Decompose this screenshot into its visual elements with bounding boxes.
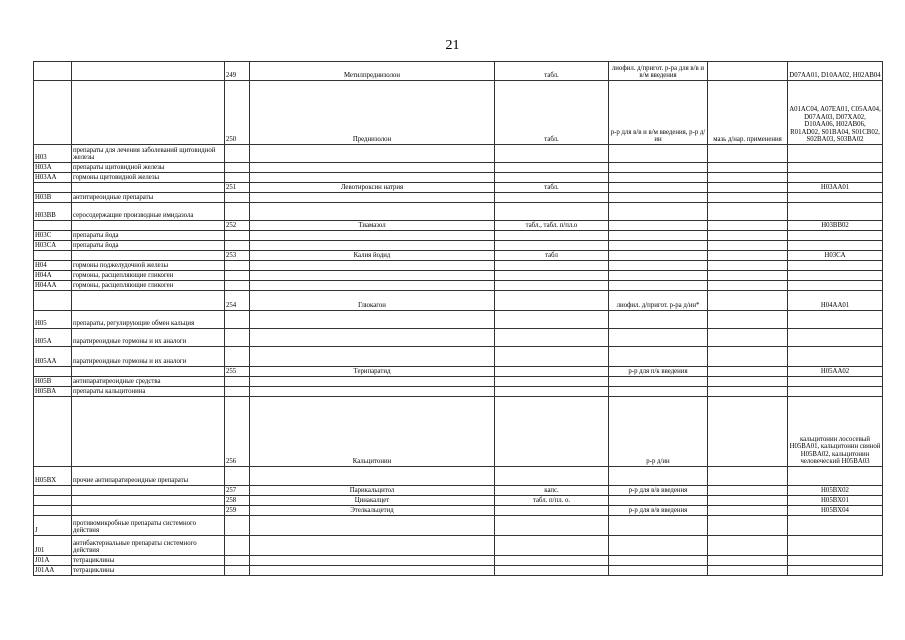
cell-form-tablet <box>495 173 609 183</box>
cell-group-name: препараты щитовидной железы <box>72 163 225 173</box>
cell-group-name <box>72 506 225 516</box>
table-row <box>34 329 883 347</box>
cell-atc-codes: H05BX01 <box>788 496 883 506</box>
cell-atc-code <box>34 291 72 311</box>
cell-row-number: 250 <box>225 81 250 145</box>
cell-atc-codes <box>788 241 883 251</box>
cell-atc-codes <box>788 556 883 566</box>
cell-drug-name <box>250 377 495 387</box>
cell-form-injection <box>609 467 708 486</box>
cell-form-injection <box>609 173 708 183</box>
cell-form-injection <box>609 183 708 193</box>
table-row <box>34 467 883 486</box>
cell-form-tablet <box>495 377 609 387</box>
table-row <box>34 291 883 311</box>
cell-form-injection <box>609 145 708 163</box>
cell-row-number <box>225 281 250 291</box>
cell-form-tablet <box>495 329 609 347</box>
cell-form-injection <box>609 377 708 387</box>
table-row <box>34 486 883 496</box>
table-row <box>34 496 883 506</box>
cell-form-injection <box>609 516 708 536</box>
cell-form-other <box>708 486 788 496</box>
table-row <box>34 183 883 193</box>
table-row <box>34 556 883 566</box>
cell-form-tablet <box>495 145 609 163</box>
cell-form-tablet <box>495 397 609 467</box>
cell-drug-name <box>250 556 495 566</box>
cell-drug-name <box>250 536 495 556</box>
cell-form-other <box>708 397 788 467</box>
cell-atc-codes <box>788 145 883 163</box>
cell-atc-codes: A01AC04, A07EA01, C05AA04, D07AA03, D07XA02, D10AA06, H02AB06, R01AD02, S01BA04, S01CB02, S02BA03, S03BA02 <box>788 81 883 145</box>
cell-drug-name: Левотироксин натрия <box>250 183 495 193</box>
cell-drug-name <box>250 329 495 347</box>
cell-atc-code <box>34 81 72 145</box>
cell-group-name: препараты для лечения заболеваний щитовидной железы <box>72 145 225 163</box>
cell-group-name <box>72 367 225 377</box>
cell-atc-codes <box>788 203 883 221</box>
cell-form-injection: лиофил. д/пригот. р-ра для в/в и в/м введения <box>609 62 708 81</box>
cell-row-number <box>225 173 250 183</box>
cell-group-name: паратиреоидные гормоны и их аналоги <box>72 347 225 367</box>
cell-group-name: препараты йода <box>72 241 225 251</box>
cell-row-number <box>225 241 250 251</box>
cell-form-other <box>708 291 788 311</box>
cell-atc-codes <box>788 173 883 183</box>
cell-atc-code <box>34 506 72 516</box>
cell-drug-name <box>250 281 495 291</box>
cell-form-other <box>708 241 788 251</box>
cell-row-number <box>225 467 250 486</box>
cell-atc-code: J01AA <box>34 566 72 576</box>
cell-drug-name <box>250 145 495 163</box>
cell-form-injection <box>609 163 708 173</box>
table-row <box>34 516 883 536</box>
cell-atc-code: H04 <box>34 261 72 271</box>
cell-form-other <box>708 193 788 203</box>
cell-atc-code: H03C <box>34 231 72 241</box>
cell-row-number: 259 <box>225 506 250 516</box>
cell-atc-codes: H03BB02 <box>788 221 883 231</box>
cell-form-tablet <box>495 556 609 566</box>
cell-form-other <box>708 566 788 576</box>
cell-form-injection: р-р д/ин <box>609 397 708 467</box>
cell-drug-name: Парикальцитол <box>250 486 495 496</box>
cell-form-injection <box>609 536 708 556</box>
cell-drug-name <box>250 566 495 576</box>
cell-drug-name <box>250 193 495 203</box>
cell-atc-code <box>34 486 72 496</box>
cell-row-number <box>225 377 250 387</box>
cell-form-other <box>708 367 788 377</box>
cell-form-injection: р-р для в/в введения <box>609 506 708 516</box>
cell-form-other <box>708 231 788 241</box>
cell-form-tablet: капс. <box>495 486 609 496</box>
cell-atc-codes: H05AA02 <box>788 367 883 377</box>
cell-form-injection <box>609 387 708 397</box>
cell-group-name: тетрациклины <box>72 566 225 576</box>
cell-atc-code <box>34 183 72 193</box>
cell-atc-code <box>34 367 72 377</box>
cell-form-other <box>708 281 788 291</box>
cell-atc-codes: H03CA <box>788 251 883 261</box>
page-number: 21 <box>445 38 460 53</box>
cell-atc-code <box>34 251 72 261</box>
cell-drug-name <box>250 311 495 329</box>
cell-form-injection: р-р для п/к введения <box>609 367 708 377</box>
cell-atc-codes: H03AA01 <box>788 183 883 193</box>
cell-atc-code <box>34 496 72 506</box>
cell-form-other <box>708 173 788 183</box>
cell-form-tablet: табл. <box>495 183 609 193</box>
cell-form-other <box>708 183 788 193</box>
cell-atc-codes <box>788 193 883 203</box>
cell-group-name <box>72 81 225 145</box>
cell-form-injection <box>609 566 708 576</box>
cell-form-injection <box>609 231 708 241</box>
table-row <box>34 241 883 251</box>
cell-form-tablet: табл. <box>495 62 609 81</box>
cell-form-tablet <box>495 261 609 271</box>
cell-form-other <box>708 496 788 506</box>
cell-group-name: антипаратиреоидные средства <box>72 377 225 387</box>
cell-form-tablet <box>495 506 609 516</box>
cell-form-injection <box>609 311 708 329</box>
cell-form-other <box>708 261 788 271</box>
cell-drug-name <box>250 231 495 241</box>
table-row <box>34 261 883 271</box>
cell-atc-code: H05A <box>34 329 72 347</box>
cell-atc-codes: кальцитонин лососевый H05BA01, кальцитонин свиной H05BA02, кальцитонин человеческий H05BA03 <box>788 397 883 467</box>
cell-atc-code: H03AA <box>34 173 72 183</box>
cell-group-name: тетрациклины <box>72 556 225 566</box>
cell-form-tablet: табл. п/пл. о. <box>495 496 609 506</box>
cell-form-tablet <box>495 163 609 173</box>
table-row <box>34 81 883 145</box>
cell-atc-code: H03BB <box>34 203 72 221</box>
cell-drug-name: Кальцитонин <box>250 397 495 467</box>
cell-group-name: прочие антипаратиреоидные препараты <box>72 467 225 486</box>
cell-group-name <box>72 397 225 467</box>
cell-atc-codes <box>788 516 883 536</box>
table-row <box>34 203 883 221</box>
cell-row-number <box>225 261 250 271</box>
cell-row-number <box>225 145 250 163</box>
cell-group-name: гормоны поджелудочной железы <box>72 261 225 271</box>
table-row <box>34 163 883 173</box>
table-row <box>34 566 883 576</box>
cell-group-name: серосодержащие производные имидазола <box>72 203 225 221</box>
cell-atc-codes <box>788 163 883 173</box>
table-row <box>34 231 883 241</box>
cell-atc-codes <box>788 536 883 556</box>
cell-drug-name: Калия йодид <box>250 251 495 261</box>
cell-atc-codes <box>788 271 883 281</box>
cell-row-number <box>225 566 250 576</box>
cell-group-name: препараты, регулирующие обмен кальция <box>72 311 225 329</box>
cell-atc-code: H03B <box>34 193 72 203</box>
cell-atc-code: J01 <box>34 536 72 556</box>
cell-group-name <box>72 496 225 506</box>
cell-atc-code: H05B <box>34 377 72 387</box>
cell-row-number: 255 <box>225 367 250 377</box>
cell-drug-name: Цинакалцет <box>250 496 495 506</box>
cell-atc-codes <box>788 311 883 329</box>
cell-group-name: противомикробные препараты системного действия <box>72 516 225 536</box>
cell-group-name: антибактериальные препараты системного действия <box>72 536 225 556</box>
cell-group-name <box>72 486 225 496</box>
cell-row-number: 257 <box>225 486 250 496</box>
cell-form-other <box>708 377 788 387</box>
cell-group-name <box>72 251 225 261</box>
cell-form-tablet <box>495 536 609 556</box>
cell-form-tablet <box>495 367 609 377</box>
cell-row-number <box>225 271 250 281</box>
cell-row-number <box>225 311 250 329</box>
cell-form-tablet <box>495 231 609 241</box>
cell-row-number: 249 <box>225 62 250 81</box>
cell-group-name: антитиреоидные препараты <box>72 193 225 203</box>
cell-row-number: 254 <box>225 291 250 311</box>
cell-form-other <box>708 62 788 81</box>
cell-atc-code <box>34 221 72 231</box>
table-row <box>34 271 883 281</box>
cell-form-tablet: табл., табл. п/пл.о <box>495 221 609 231</box>
cell-form-tablet <box>495 291 609 311</box>
cell-form-other <box>708 467 788 486</box>
cell-drug-name: Метилпреднизолон <box>250 62 495 81</box>
cell-form-tablet: табл. <box>495 81 609 145</box>
table-row <box>34 193 883 203</box>
table-row <box>34 62 883 81</box>
cell-row-number: 252 <box>225 221 250 231</box>
cell-row-number: 253 <box>225 251 250 261</box>
cell-atc-codes <box>788 261 883 271</box>
cell-row-number: 258 <box>225 496 250 506</box>
cell-form-injection <box>609 496 708 506</box>
cell-drug-name <box>250 203 495 221</box>
table-row <box>34 221 883 231</box>
cell-row-number: 256 <box>225 397 250 467</box>
cell-group-name: препараты кальцитонина <box>72 387 225 397</box>
cell-group-name: гормоны щитовидной железы <box>72 173 225 183</box>
cell-atc-code: J <box>34 516 72 536</box>
table-row <box>34 506 883 516</box>
cell-atc-code: H03 <box>34 145 72 163</box>
cell-form-injection <box>609 221 708 231</box>
cell-form-other <box>708 145 788 163</box>
cell-form-other <box>708 536 788 556</box>
cell-row-number <box>225 203 250 221</box>
cell-atc-codes: H05BX04 <box>788 506 883 516</box>
cell-form-injection <box>609 329 708 347</box>
cell-group-name: паратиреоидные гормоны и их аналоги <box>72 329 225 347</box>
cell-atc-code: H05BX <box>34 467 72 486</box>
cell-form-injection <box>609 281 708 291</box>
cell-form-injection <box>609 347 708 367</box>
cell-atc-code <box>34 62 72 81</box>
cell-form-tablet <box>495 347 609 367</box>
cell-atc-codes <box>788 281 883 291</box>
cell-form-tablet <box>495 467 609 486</box>
table-row <box>34 397 883 467</box>
cell-form-tablet <box>495 311 609 329</box>
cell-drug-name <box>250 163 495 173</box>
cell-form-tablet <box>495 387 609 397</box>
table-row <box>34 347 883 367</box>
cell-form-injection <box>609 556 708 566</box>
cell-form-other <box>708 221 788 231</box>
cell-drug-name: Этелкальцетид <box>250 506 495 516</box>
cell-form-injection <box>609 251 708 261</box>
table-row <box>34 367 883 377</box>
cell-form-injection <box>609 271 708 281</box>
cell-form-injection <box>609 203 708 221</box>
cell-row-number <box>225 347 250 367</box>
cell-atc-codes <box>788 347 883 367</box>
cell-row-number <box>225 329 250 347</box>
table-row <box>34 387 883 397</box>
cell-atc-code: H05 <box>34 311 72 329</box>
cell-atc-codes: D07AA01, D10AA02, H02AB04 <box>788 62 883 81</box>
cell-drug-name <box>250 467 495 486</box>
cell-form-other <box>708 271 788 281</box>
cell-row-number <box>225 231 250 241</box>
cell-form-tablet <box>495 241 609 251</box>
cell-form-other: мазь д/нар. применения <box>708 81 788 145</box>
cell-atc-code: H05AA <box>34 347 72 367</box>
cell-row-number: 251 <box>225 183 250 193</box>
cell-form-tablet <box>495 281 609 291</box>
cell-form-other <box>708 251 788 261</box>
cell-drug-name: Терипаратид <box>250 367 495 377</box>
cell-row-number <box>225 387 250 397</box>
cell-atc-codes <box>788 467 883 486</box>
cell-form-tablet <box>495 193 609 203</box>
cell-group-name: гормоны, расщепляющие гликоген <box>72 271 225 281</box>
cell-atc-codes <box>788 377 883 387</box>
table-row <box>34 377 883 387</box>
cell-group-name <box>72 221 225 231</box>
cell-form-injection <box>609 193 708 203</box>
cell-drug-name: Преднизолон <box>250 81 495 145</box>
table-row <box>34 281 883 291</box>
cell-drug-name <box>250 271 495 281</box>
cell-drug-name <box>250 387 495 397</box>
cell-atc-code: H04A <box>34 271 72 281</box>
cell-form-other <box>708 329 788 347</box>
cell-row-number <box>225 536 250 556</box>
cell-form-other <box>708 347 788 367</box>
cell-atc-codes <box>788 231 883 241</box>
cell-form-injection: р-р для в/в и в/м введения, р-р д/ин <box>609 81 708 145</box>
cell-form-other <box>708 203 788 221</box>
cell-group-name <box>72 62 225 81</box>
cell-form-tablet <box>495 271 609 281</box>
cell-form-injection <box>609 261 708 271</box>
cell-form-other <box>708 556 788 566</box>
cell-drug-name <box>250 241 495 251</box>
cell-form-other <box>708 506 788 516</box>
cell-group-name <box>72 183 225 193</box>
cell-atc-codes <box>788 387 883 397</box>
cell-form-tablet <box>495 516 609 536</box>
cell-form-other <box>708 163 788 173</box>
cell-atc-code: H05BA <box>34 387 72 397</box>
drug-table <box>33 61 883 576</box>
cell-group-name: гормоны, расщепляющие гликоген <box>72 281 225 291</box>
cell-drug-name <box>250 261 495 271</box>
cell-form-injection: р-р для в/в введения <box>609 486 708 496</box>
table-row <box>34 251 883 261</box>
cell-form-other <box>708 516 788 536</box>
cell-drug-name: Глюкагон <box>250 291 495 311</box>
cell-row-number <box>225 193 250 203</box>
table-row <box>34 145 883 163</box>
table-row <box>34 311 883 329</box>
cell-atc-code: H03CA <box>34 241 72 251</box>
cell-row-number <box>225 163 250 173</box>
cell-drug-name <box>250 173 495 183</box>
cell-atc-code: H03A <box>34 163 72 173</box>
cell-atc-code <box>34 397 72 467</box>
cell-atc-code: H04AA <box>34 281 72 291</box>
cell-group-name <box>72 291 225 311</box>
cell-drug-name: Тиамазол <box>250 221 495 231</box>
cell-atc-codes <box>788 566 883 576</box>
cell-form-injection: лиофил. д/пригот. р-ра д/ин* <box>609 291 708 311</box>
table-row <box>34 173 883 183</box>
cell-form-tablet <box>495 203 609 221</box>
cell-form-other <box>708 387 788 397</box>
cell-form-other <box>708 311 788 329</box>
cell-atc-code: J01A <box>34 556 72 566</box>
cell-form-tablet <box>495 566 609 576</box>
cell-form-tablet: табл <box>495 251 609 261</box>
cell-drug-name <box>250 516 495 536</box>
cell-atc-codes: H05BX02 <box>788 486 883 496</box>
cell-atc-codes: H04AA01 <box>788 291 883 311</box>
cell-form-injection <box>609 241 708 251</box>
cell-group-name: препараты йода <box>72 231 225 241</box>
table-row <box>34 536 883 556</box>
cell-row-number <box>225 516 250 536</box>
cell-atc-codes <box>788 329 883 347</box>
cell-row-number <box>225 556 250 566</box>
cell-drug-name <box>250 347 495 367</box>
